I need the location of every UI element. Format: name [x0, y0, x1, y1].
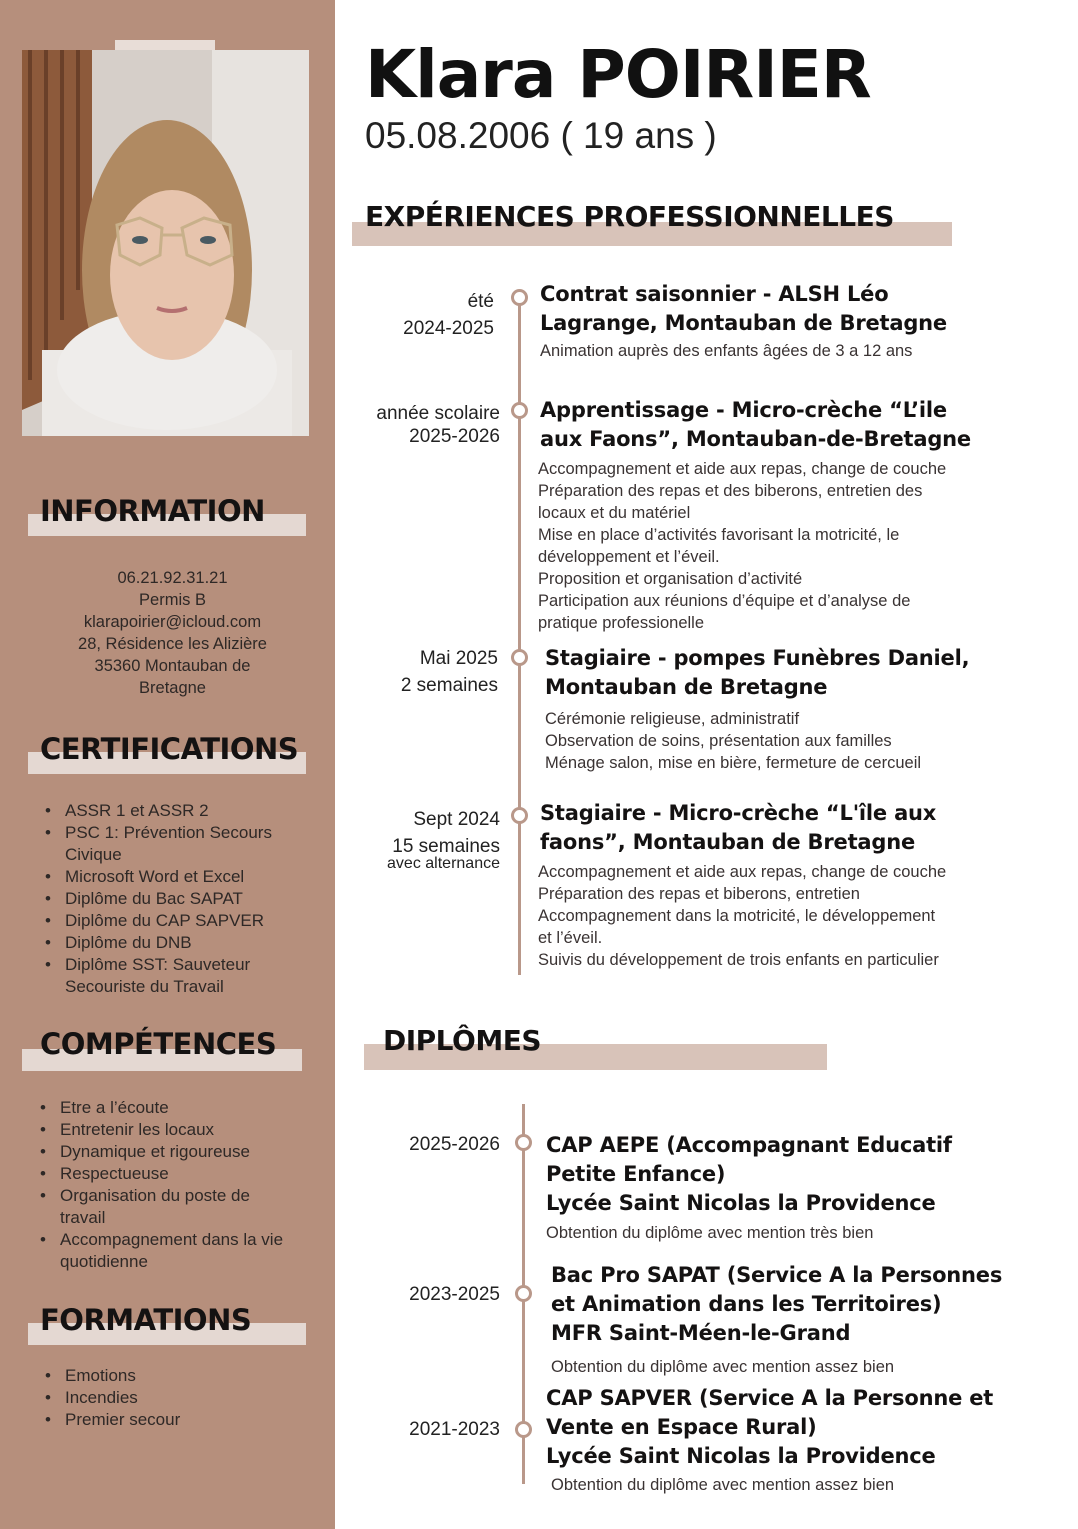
- list-item: • Diplôme du DNB: [40, 932, 302, 954]
- title-line: Contrat saisonnier - ALSH Léo: [540, 282, 889, 306]
- address-line-1: 28, Résidence les Alizière: [78, 635, 267, 653]
- experience-description: [540, 340, 1060, 362]
- list-item: • Accompagnement dans la vie quotidienne: [35, 1229, 300, 1273]
- information-heading: INFORMATION: [40, 494, 265, 528]
- certifications-list: [40, 800, 302, 998]
- list-item: • Diplôme du Bac SAPAT: [40, 888, 302, 910]
- experience-title: [540, 280, 1060, 338]
- date-line: Sept 2024: [413, 809, 500, 830]
- profile-photo: [22, 50, 309, 436]
- competences-heading: COMPÉTENCES: [40, 1027, 277, 1061]
- list-item: • Dynamique et rigoureuse: [35, 1141, 300, 1163]
- diploma-title: [546, 1131, 1066, 1218]
- description-line: Participation aux réunions d’équipe et d’analyse de: [538, 592, 911, 610]
- experience-description: [538, 861, 1048, 971]
- title-line: faons”, Montauban de Bretagne: [540, 830, 915, 854]
- description-line: développement et l’éveil.: [538, 548, 720, 566]
- driving-licence: Permis B: [139, 591, 206, 609]
- list-item: • Respectueuse: [35, 1163, 300, 1185]
- timeline-dot: [511, 807, 528, 824]
- title-line: et Animation dans les Territoires): [551, 1292, 942, 1316]
- diploma-title: [551, 1261, 1071, 1348]
- title-line: Bac Pro SAPAT (Service A la Personnes: [551, 1263, 1003, 1287]
- description-line: locaux et du matériel: [538, 504, 691, 522]
- title-line: Vente en Espace Rural): [546, 1415, 817, 1439]
- date-line: 2 semaines: [400, 675, 498, 696]
- title-line: Apprentissage - Micro-crèche “L’ile: [540, 398, 947, 422]
- contact-info: [40, 567, 305, 699]
- date-line: Mai 2025: [419, 648, 498, 669]
- date-note: avec alternance: [387, 855, 500, 872]
- diploma-mention: Obtention du diplôme avec mention assez bien: [551, 1358, 895, 1376]
- list-item: • Entretenir les locaux: [35, 1119, 300, 1141]
- title-line: MFR Saint-Méen-le-Grand: [551, 1321, 851, 1345]
- date-line: été: [467, 291, 494, 312]
- description-line: Accompagnement dans la motricité, le développement: [538, 907, 936, 925]
- description-line: Ménage salon, mise en bière, fermeture de cercueil: [545, 754, 922, 772]
- title-line: Montauban de Bretagne: [545, 675, 828, 699]
- timeline-dot: [515, 1134, 532, 1151]
- description-line: Préparation des repas et des biberons, entretien des: [538, 482, 923, 500]
- experiences-timeline: [518, 295, 521, 975]
- list-item: • Diplôme du CAP SAPVER: [40, 910, 302, 932]
- timeline-dot: [515, 1421, 532, 1438]
- title-line: Lycée Saint Nicolas la Providence: [546, 1191, 936, 1215]
- address-line-2: 35360 Montauban de: [94, 657, 251, 675]
- experience-date: [330, 806, 500, 872]
- person-name: Klara POIRIER: [365, 36, 871, 113]
- description-line: et l’éveil.: [538, 929, 603, 947]
- experience-title: [540, 799, 1060, 857]
- date-of-birth: 05.08.2006 ( 19 ans ): [365, 115, 717, 156]
- title-line: Lycée Saint Nicolas la Providence: [546, 1444, 936, 1468]
- formations-heading: FORMATIONS: [40, 1303, 252, 1337]
- list-item: • Premier secour: [40, 1409, 302, 1431]
- title-line: Stagiaire - pompes Funèbres Daniel,: [545, 646, 970, 670]
- date-line: année scolaire: [376, 403, 500, 424]
- address-line-3: Bretagne: [139, 679, 206, 697]
- competences-list: [35, 1097, 300, 1273]
- list-item: • Etre a l’écoute: [35, 1097, 300, 1119]
- experience-title: [545, 644, 1065, 702]
- description-line: Suivis du développement de trois enfants en particulier: [538, 951, 939, 969]
- timeline-dot: [511, 402, 528, 419]
- description-line: Proposition et organisation d’activité: [538, 570, 803, 588]
- title-line: CAP SAPVER (Service A la Personne et: [546, 1386, 994, 1410]
- list-item: • Incendies: [40, 1387, 302, 1409]
- description-line: Cérémonie religieuse, administratif: [545, 710, 800, 728]
- description-line: Accompagnement et aide aux repas, change de couche: [538, 460, 947, 478]
- diploma-date: 2025-2026: [409, 1134, 500, 1155]
- date-line: 15 semaines: [392, 836, 500, 857]
- certifications-heading: CERTIFICATIONS: [40, 732, 299, 766]
- list-item: • Organisation du poste de travail: [35, 1185, 300, 1229]
- diplomes-heading: DIPLÔMES: [383, 1024, 541, 1057]
- experience-description: [538, 458, 1038, 634]
- description-line: Animation auprès des enfants âgées de 3 a 12 ans: [540, 342, 913, 360]
- list-item: • PSC 1: Prévention Secours Civique: [40, 822, 302, 866]
- diploma-date: 2023-2025: [409, 1284, 500, 1305]
- timeline-dot: [515, 1285, 532, 1302]
- description-line: Mise en place d’activités favorisant la motricité, le: [538, 526, 900, 544]
- email-address: klarapoirier@icloud.com: [83, 613, 262, 631]
- diploma-date: 2021-2023: [409, 1419, 500, 1440]
- phone-number: 06.21.92.31.21: [117, 569, 228, 587]
- diploma-title: [546, 1384, 1066, 1471]
- list-item: • Emotions: [40, 1365, 302, 1387]
- description-line: Accompagnement et aide aux repas, change de couche: [538, 863, 947, 881]
- date-line: 2025-2026: [409, 426, 500, 447]
- experiences-heading: EXPÉRIENCES PROFESSIONNELLES: [365, 200, 894, 233]
- experience-description: [545, 708, 1045, 774]
- experience-date: [330, 288, 494, 342]
- title-line: Stagiaire - Micro-crèche “L'île aux: [540, 801, 937, 825]
- timeline-dot: [511, 289, 528, 306]
- list-item: • ASSR 1 et ASSR 2: [40, 800, 302, 822]
- experience-title: [540, 396, 1060, 454]
- description-line: Observation de soins, présentation aux familles: [545, 732, 892, 750]
- title-line: Petite Enfance): [546, 1162, 726, 1186]
- timeline-dot: [511, 649, 528, 666]
- experience-date: [330, 400, 500, 450]
- title-line: CAP AEPE (Accompagnant Educatif: [546, 1133, 952, 1157]
- description-line: pratique professionelle: [538, 614, 705, 632]
- formations-list: [40, 1365, 302, 1431]
- description-line: Préparation des repas et biberons, entretien: [538, 885, 860, 903]
- list-item: • Microsoft Word et Excel: [40, 866, 302, 888]
- list-item: • Diplôme SST: Sauveteur Secouriste du Travail: [40, 954, 302, 998]
- date-line: 2024-2025: [403, 318, 494, 339]
- diploma-mention: Obtention du diplôme avec mention assez bien: [551, 1476, 895, 1494]
- experience-date: [330, 645, 498, 699]
- diploma-mention: Obtention du diplôme avec mention très bien: [546, 1224, 874, 1242]
- title-line: Lagrange, Montauban de Bretagne: [540, 311, 947, 335]
- title-line: aux Faons”, Montauban-de-Bretagne: [540, 427, 971, 451]
